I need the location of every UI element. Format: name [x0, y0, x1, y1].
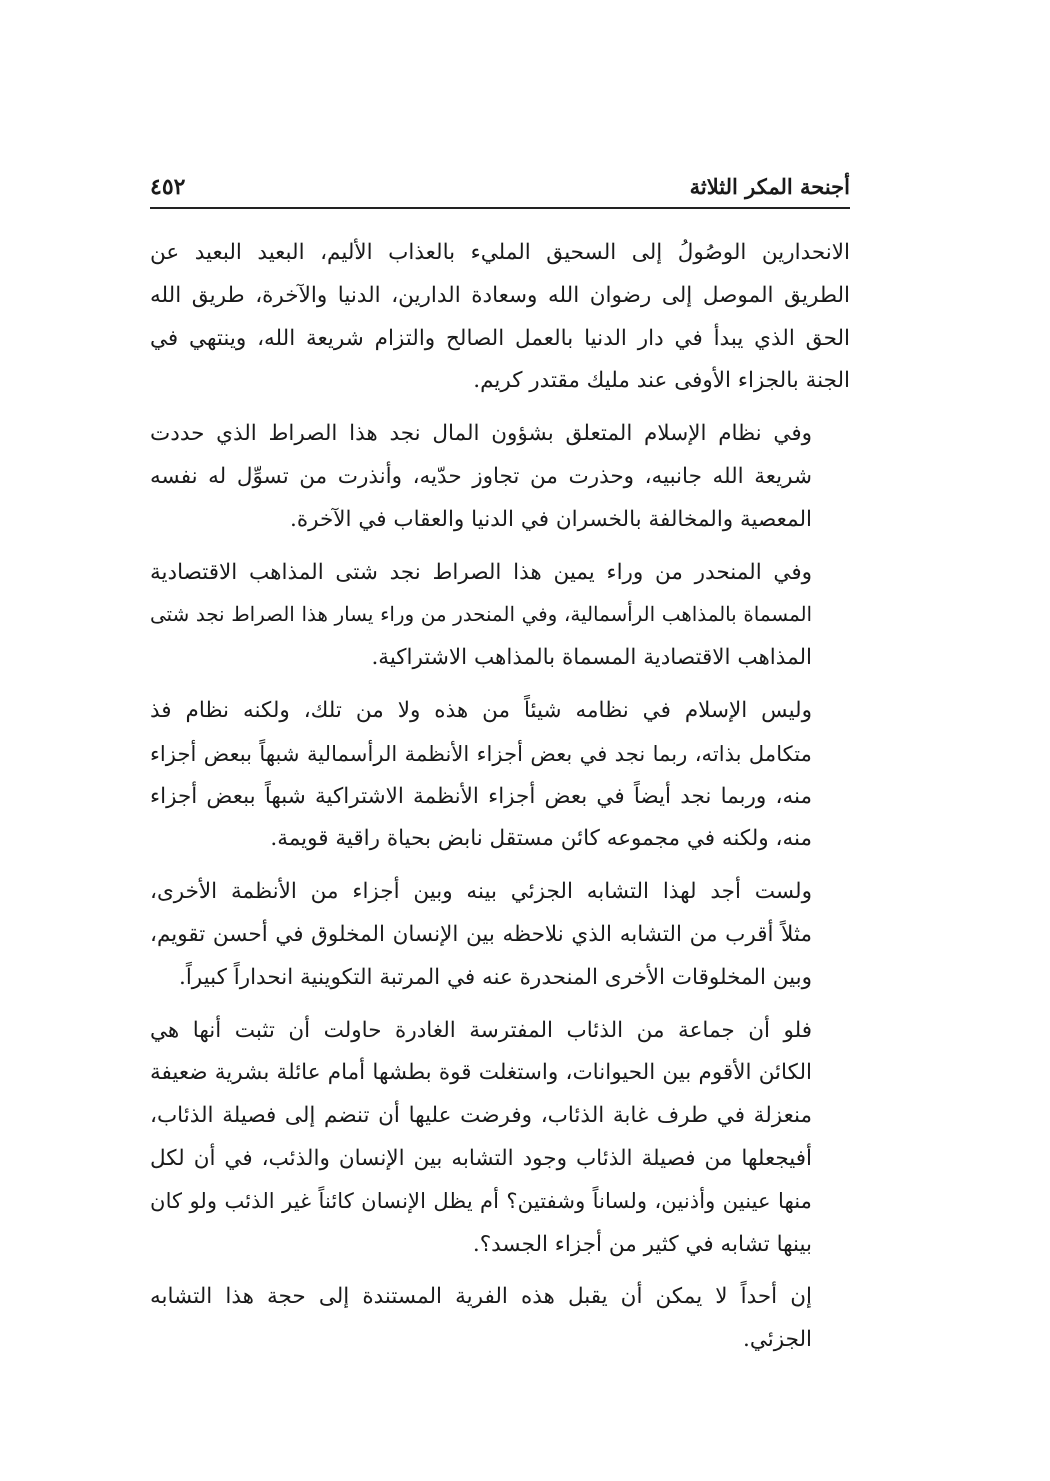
text-line: بينها تشابه في كثير من أجزاء الجسد؟. [472, 1231, 812, 1257]
text-line: شريعة الله جانبيه، وحذرت من تجاوز حدّيه، وأنذرت من تسوِّل له نفسه [150, 463, 812, 489]
text-line: الحق الذي يبدأ في دار الدنيا بالعمل الصالح والتزام شريعة الله، وينتهي في [150, 325, 850, 351]
text-line: الانحدارين الوصُولُ إلى السحيق المليء بالعذاب الأليم، البعيد البعيد عن [150, 240, 850, 265]
page-number: ٤٥٢ [150, 174, 186, 200]
text-line: أفيجعلها من فصيلة الذئاب وجود التشابه بين الإنسان والذئب، في أن لكل [150, 1145, 812, 1171]
text-line: مثلاً أقرب من التشابه الذي نلاحظه بين الإنسان المخلوق في أحسن تقويم، [150, 921, 812, 947]
text-line: وفي نظام الإسلام المتعلق بشؤون المال نجد هذا الصراط الذي حددت [150, 421, 812, 447]
text-line: ولست أجد لهذا التشابه الجزئي بينه وبين أجزاء من الأنظمة الأخرى، [150, 879, 812, 905]
text-line: وبين المخلوقات الأخرى المنحدرة عنه في المرتبة التكوينية انحداراً كبيراً. [179, 964, 812, 990]
text-line: منعزلة في طرف غابة الذئاب، وفرضت عليها أن تنضم إلى فصيلة الذئاب، [150, 1103, 812, 1129]
text-line: منها عينين وأذنين، ولساناً وشفتين؟ أم يظل الإنسان كائناً غير الذئب ولو كان [150, 1188, 812, 1214]
paragraph-1 [150, 232, 850, 403]
text-line: وليس الإسلام في نظامه شيئاً من هذه ولا من تلك، ولكنه نظام فذ [150, 697, 812, 723]
text-line: متكامل بذاته، ربما نجد في بعض أجزاء الأنظمة الرأسمالية شبهاً ببعض أجزاء [150, 740, 812, 766]
running-title: أجنحة المكر الثلاثة [689, 174, 850, 199]
text-line: الطريق الموصل إلى رضوان الله وسعادة الدارين، الدنيا والآخرة، طريق الله [150, 282, 850, 308]
text-line: الكائن الأقوم بين الحيوانات، واستغلت قوة بطشها أمام عائلة بشرية ضعيفة [150, 1060, 812, 1086]
text-line: إن أحداً لا يمكن أن يقبل هذه الفرية المستندة إلى حجة هذا التشابه [150, 1284, 812, 1310]
paragraph-2 [150, 413, 850, 541]
text-line: وفي المنحدر من وراء يمين هذا الصراط نجد شتى المذاهب الاقتصادية [150, 559, 812, 585]
paragraph-3 [150, 552, 850, 680]
header-rule [150, 207, 850, 209]
body-text [150, 232, 850, 1362]
text-line: الجزئي. [742, 1327, 812, 1353]
text-line: الجنة بالجزاء الأوفى عند مليك مقتدر كريم. [473, 368, 850, 394]
text-line: منه، ولكنه في مجموعه كائن مستقل نابض بحياة راقية قويمة. [270, 826, 812, 852]
paragraph-7 [150, 1276, 850, 1362]
text-line: فلو أن جماعة من الذئاب المفترسة الغادرة حاولت أن تثبت أنها هي [150, 1017, 812, 1043]
text-line: المذاهب الاقتصادية المسماة بالمذاهب الاشتراكية. [371, 645, 812, 671]
page-header [150, 170, 850, 210]
text-line: منه، وربما نجد أيضاً في بعض أجزاء الأنظمة الاشتراكية شبهاً ببعض أجزاء [150, 783, 812, 809]
paragraph-6 [150, 1010, 850, 1267]
paragraph-4 [150, 690, 850, 861]
paragraph-5 [150, 871, 850, 999]
text-line: المسماة بالمذاهب الرأسمالية، وفي المنحدر من وراء يسار هذا الصراط نجد شتى [150, 603, 812, 627]
text-line: المعصية والمخالفة بالخسران في الدنيا والعقاب في الآخرة. [290, 506, 812, 532]
